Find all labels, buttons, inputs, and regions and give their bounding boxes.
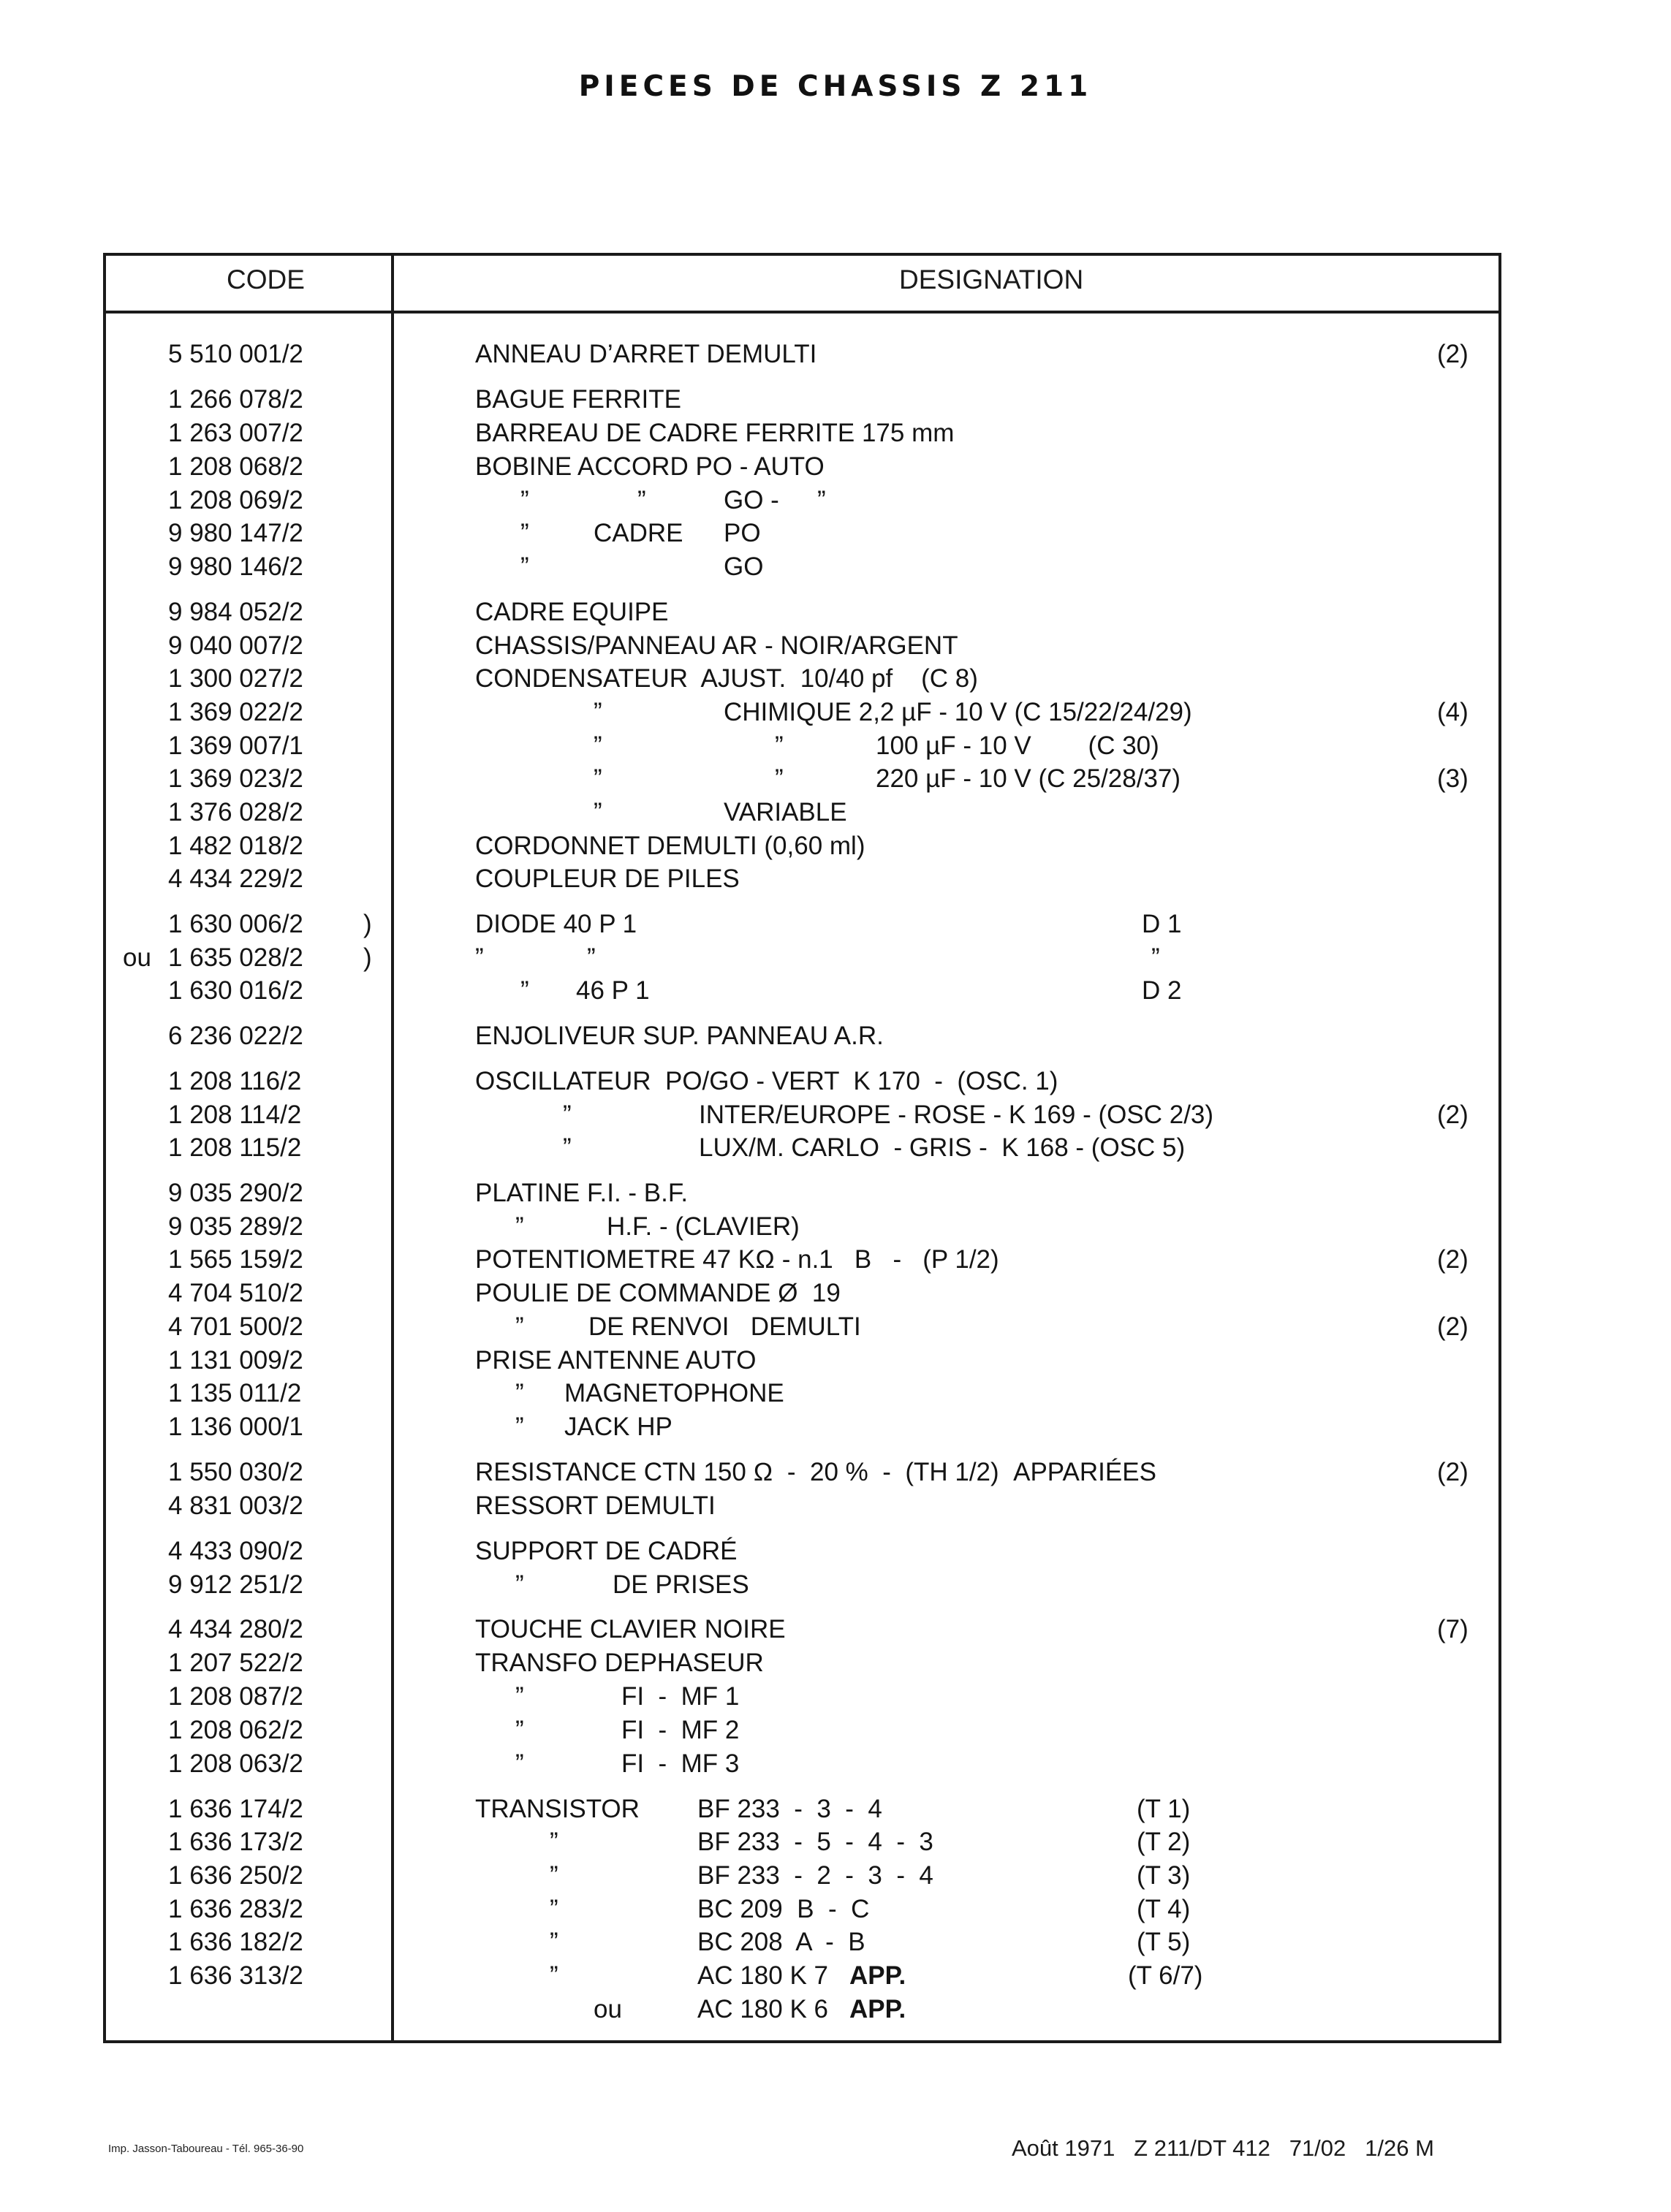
part-code: 1 482 018/2	[168, 832, 303, 860]
designation-text: BF 233 - 5 - 4 - 3	[697, 1828, 933, 1856]
part-code: 1 635 028/2	[168, 943, 303, 972]
designation-text: LUX/M. CARLO - GRIS - K 168 - (OSC 5)	[699, 1133, 1186, 1162]
table-row	[0, 1646, 1671, 1680]
designation-text: CONDENSATEUR AJUST. 10/40 pf (C 8)	[475, 664, 978, 693]
part-code: 4 434 229/2	[168, 864, 303, 893]
designation-text: ”	[515, 1413, 524, 1441]
table-row	[0, 1613, 1671, 1646]
part-code: 1 135 011/2	[168, 1379, 302, 1407]
designation-text: ”	[475, 943, 484, 972]
designation-text: ou	[594, 1995, 622, 2023]
alternative-marker: ou	[123, 943, 151, 972]
designation-text: CHIMIQUE 2,2 µF - 10 V (C 15/22/24/29)	[724, 698, 1192, 726]
table-row	[0, 484, 1671, 517]
part-code: 1 208 068/2	[168, 452, 303, 481]
quantity: (7)	[1437, 1615, 1469, 1643]
part-code: 9 980 146/2	[168, 552, 303, 581]
designation-text: ENJOLIVEUR SUP. PANNEAU A.R.	[475, 1022, 884, 1050]
table-row	[0, 1959, 1671, 1993]
designation-text: (T 2)	[1137, 1828, 1191, 1856]
designation-text: 220 µF - 10 V (C 25/28/37)	[876, 764, 1181, 793]
designation-text: ”	[550, 1828, 558, 1856]
designation-text: ”	[563, 1101, 572, 1129]
table-row	[0, 1825, 1671, 1859]
part-code: 1 636 182/2	[168, 1928, 303, 1956]
table-row	[0, 941, 1671, 975]
designation-text: ANNEAU D’ARRET DEMULTI	[475, 340, 817, 368]
table-row	[0, 1714, 1671, 1747]
designation-text: (T 6/7)	[1128, 1961, 1203, 1990]
designation-text: TRANSISTOR	[475, 1795, 640, 1823]
part-code: 1 208 116/2	[168, 1067, 302, 1095]
part-code: 4 831 003/2	[168, 1491, 303, 1520]
designation-text: BAGUE FERRITE	[475, 385, 681, 414]
quantity: (3)	[1437, 764, 1469, 793]
designation-text: ”	[775, 731, 784, 760]
part-code: 1 636 283/2	[168, 1895, 303, 1923]
table-row	[0, 829, 1671, 863]
designation-text: ”	[550, 1895, 558, 1923]
code-column-header: CODE	[227, 265, 305, 294]
header-divider	[103, 311, 1501, 313]
part-code: 1 208 114/2	[168, 1101, 302, 1129]
designation-text: (T 1)	[1137, 1795, 1191, 1823]
designation-text: MAGNETOPHONE	[564, 1379, 784, 1407]
designation-text: ”	[550, 1961, 558, 1990]
part-code: 1 369 022/2	[168, 698, 303, 726]
designation-text: RESISTANCE CTN 150 Ω - 20 % - (TH 1/2) APPARIÉES	[475, 1458, 1156, 1486]
table-row	[0, 1456, 1671, 1489]
designation-text: BC 208 A - B	[697, 1928, 865, 1956]
table-row	[0, 974, 1671, 1008]
table-row	[0, 338, 1671, 371]
table-row	[0, 796, 1671, 829]
designation-text: ”	[520, 486, 529, 514]
designation-text: ”	[1151, 943, 1160, 972]
designation-text: ”	[563, 1133, 572, 1162]
table-row	[0, 383, 1671, 417]
printer-credit: Imp. Jasson-Taboureau - Tél. 965-36-90	[108, 2143, 304, 2155]
part-code: 1 131 009/2	[168, 1346, 303, 1375]
designation-text: 100 µF - 10 V (C 30)	[876, 731, 1159, 760]
part-code: 1 208 062/2	[168, 1716, 303, 1744]
quantity: (2)	[1437, 1312, 1469, 1341]
table-row	[0, 862, 1671, 896]
designation-text: TRANSFO DEPHASEUR	[475, 1649, 764, 1677]
part-code: 1 207 522/2	[168, 1649, 303, 1677]
table-row	[0, 662, 1671, 696]
designation-text: H.F. - (CLAVIER)	[607, 1212, 800, 1241]
part-code: 1 565 159/2	[168, 1245, 303, 1274]
table-row	[0, 1489, 1671, 1523]
designation-text: ”	[594, 731, 602, 760]
designation-text: INTER/EUROPE - ROSE - K 169 - (OSC 2/3)	[699, 1101, 1214, 1129]
designation-text: PLATINE F.I. - B.F.	[475, 1179, 689, 1207]
designation-text: POULIE DE COMMANDE Ø 19	[475, 1279, 841, 1307]
table-row	[0, 1410, 1671, 1444]
designation-text: CADRE EQUIPE	[475, 598, 669, 626]
part-code: 1 266 078/2	[168, 385, 303, 414]
part-code: 4 434 280/2	[168, 1615, 303, 1643]
table-row	[0, 1377, 1671, 1410]
designation-text: OSCILLATEUR PO/GO - VERT K 170 - (OSC. 1)	[475, 1067, 1058, 1095]
designation-text: (T 3)	[1137, 1861, 1191, 1890]
table-row	[0, 1747, 1671, 1781]
table-row	[0, 1568, 1671, 1602]
designation-text: PRISE ANTENNE AUTO	[475, 1346, 757, 1375]
designation-text: ”	[520, 519, 529, 547]
part-code: 9 035 290/2	[168, 1179, 303, 1207]
table-row	[0, 1098, 1671, 1132]
table-row	[0, 1210, 1671, 1244]
designation-text: AC 180 K 7	[697, 1961, 836, 1990]
designation-text: CHASSIS/PANNEAU AR - NOIR/ARGENT	[475, 631, 958, 660]
table-row	[0, 1893, 1671, 1926]
designation-text: CADRE	[594, 519, 683, 547]
part-code: 4 704 510/2	[168, 1279, 303, 1307]
designation-text: BARREAU DE CADRE FERRITE 175 mm	[475, 419, 955, 447]
designation-text: 46 P 1	[576, 976, 650, 1005]
group-bracket: )	[363, 910, 372, 938]
part-code: 1 636 313/2	[168, 1961, 303, 1990]
designation-text: ”	[637, 486, 646, 514]
designation-text: SUPPORT DE CADRÉ	[475, 1537, 738, 1565]
quantity: (2)	[1437, 1101, 1469, 1129]
designation-text: CORDONNET DEMULTI (0,60 ml)	[475, 832, 865, 860]
designation-text: ”	[587, 943, 596, 972]
table-row	[0, 417, 1671, 450]
part-code: 9 984 052/2	[168, 598, 303, 626]
part-code: 1 208 087/2	[168, 1682, 303, 1711]
designation-text: (T 4)	[1137, 1895, 1191, 1923]
part-code: 9 035 289/2	[168, 1212, 303, 1241]
designation-text: DE RENVOI DEMULTI	[588, 1312, 861, 1341]
designation-text: ”	[550, 1861, 558, 1890]
part-code: 4 701 500/2	[168, 1312, 303, 1341]
part-code: 9 040 007/2	[168, 631, 303, 660]
part-code: 4 433 090/2	[168, 1537, 303, 1565]
designation-text: BF 233 - 2 - 3 - 4	[697, 1861, 933, 1890]
table-row	[0, 1131, 1671, 1165]
table-row	[0, 908, 1671, 941]
table-row	[0, 1019, 1671, 1053]
designation-text: ”	[515, 1212, 524, 1241]
part-code: 9 980 147/2	[168, 519, 303, 547]
table-row	[0, 550, 1671, 584]
designation-text: ”	[515, 1716, 524, 1744]
table-row	[0, 1926, 1671, 1959]
part-code: 1 208 063/2	[168, 1749, 303, 1778]
table-row	[0, 1065, 1671, 1098]
designation-text: PO	[724, 519, 761, 547]
part-code: 1 630 016/2	[168, 976, 303, 1005]
designation-text: ”	[515, 1379, 524, 1407]
designation-text: ”	[550, 1928, 558, 1956]
designation-text: FI - MF 3	[621, 1749, 740, 1778]
designation-text: APP.	[849, 1995, 906, 2023]
table-row	[0, 450, 1671, 484]
designation-text: BC 209 B - C	[697, 1895, 870, 1923]
document-reference: Août 1971 Z 211/DT 412 71/02 1/26 M	[1012, 2135, 1434, 2161]
part-code: 1 630 006/2	[168, 910, 303, 938]
part-code: 1 208 069/2	[168, 486, 303, 514]
designation-text: COUPLEUR DE PILES	[475, 864, 740, 893]
table-row	[0, 729, 1671, 763]
designation-text: ”	[515, 1749, 524, 1778]
part-code: 1 369 007/1	[168, 731, 303, 760]
table-row	[0, 1177, 1671, 1210]
quantity: (2)	[1437, 1245, 1469, 1274]
designation-text: ”	[520, 976, 529, 1005]
quantity: (2)	[1437, 340, 1469, 368]
designation-text: FI - MF 2	[621, 1716, 740, 1744]
table-row	[0, 1535, 1671, 1568]
designation-text: AC 180 K 6	[697, 1995, 836, 2023]
designation-text: ”	[775, 764, 784, 793]
table-row	[0, 517, 1671, 550]
designation-text: FI - MF 1	[621, 1682, 740, 1711]
table-row	[0, 1310, 1671, 1344]
part-code: 1 636 173/2	[168, 1828, 303, 1856]
designation-text: JACK HP	[564, 1413, 672, 1441]
designation-text: GO -	[724, 486, 779, 514]
page-title: PIECES DE CHASSIS Z 211	[578, 70, 1093, 103]
designation-text: ”	[594, 698, 602, 726]
designation-text: ”	[515, 1570, 524, 1599]
quantity: (4)	[1437, 698, 1469, 726]
designation-text: ”	[520, 552, 529, 581]
group-bracket: )	[363, 943, 372, 972]
designation-text: ”	[817, 486, 826, 514]
part-code: 1 136 000/1	[168, 1413, 303, 1441]
designation-text: ”	[515, 1312, 524, 1341]
table-row	[0, 1993, 1671, 2026]
table-row	[0, 596, 1671, 629]
designation-text: BF 233 - 3 - 4	[697, 1795, 882, 1823]
designation-text: VARIABLE	[724, 798, 847, 826]
designation-text: DE PRISES	[613, 1570, 749, 1599]
table-row	[0, 1344, 1671, 1377]
part-code: 1 550 030/2	[168, 1458, 303, 1486]
designation-text: DIODE 40 P 1	[475, 910, 637, 938]
designation-column-header: DESIGNATION	[899, 265, 1084, 294]
table-row	[0, 1243, 1671, 1277]
designation-text: POTENTIOMETRE 47 KΩ - n.1 B - (P 1/2)	[475, 1245, 999, 1274]
designation-text: ”	[594, 798, 602, 826]
designation-text: RESSORT DEMULTI	[475, 1491, 716, 1520]
part-code: 6 236 022/2	[168, 1022, 303, 1050]
part-code: 1 636 250/2	[168, 1861, 303, 1890]
table-row	[0, 1277, 1671, 1310]
designation-text: ”	[594, 764, 602, 793]
designation-text: APP.	[849, 1961, 906, 1990]
designation-text: GO	[724, 552, 764, 581]
part-code: 1 208 115/2	[168, 1133, 302, 1162]
table-row	[0, 629, 1671, 663]
part-code: 9 912 251/2	[168, 1570, 303, 1599]
designation-text: D 1	[1142, 910, 1182, 938]
part-code: 1 300 027/2	[168, 664, 303, 693]
table-row	[0, 762, 1671, 796]
part-code: 1 369 023/2	[168, 764, 303, 793]
quantity: (2)	[1437, 1458, 1469, 1486]
designation-text: TOUCHE CLAVIER NOIRE	[475, 1615, 786, 1643]
designation-text: BOBINE ACCORD PO - AUTO	[475, 452, 825, 481]
part-code: 5 510 001/2	[168, 340, 303, 368]
table-row	[0, 1859, 1671, 1893]
designation-text: (T 5)	[1137, 1928, 1191, 1956]
table-row	[0, 1680, 1671, 1714]
part-code: 1 636 174/2	[168, 1795, 303, 1823]
designation-text: ”	[515, 1682, 524, 1711]
table-row	[0, 696, 1671, 729]
designation-text: D 2	[1142, 976, 1182, 1005]
table-row	[0, 1793, 1671, 1826]
part-code: 1 263 007/2	[168, 419, 303, 447]
part-code: 1 376 028/2	[168, 798, 303, 826]
